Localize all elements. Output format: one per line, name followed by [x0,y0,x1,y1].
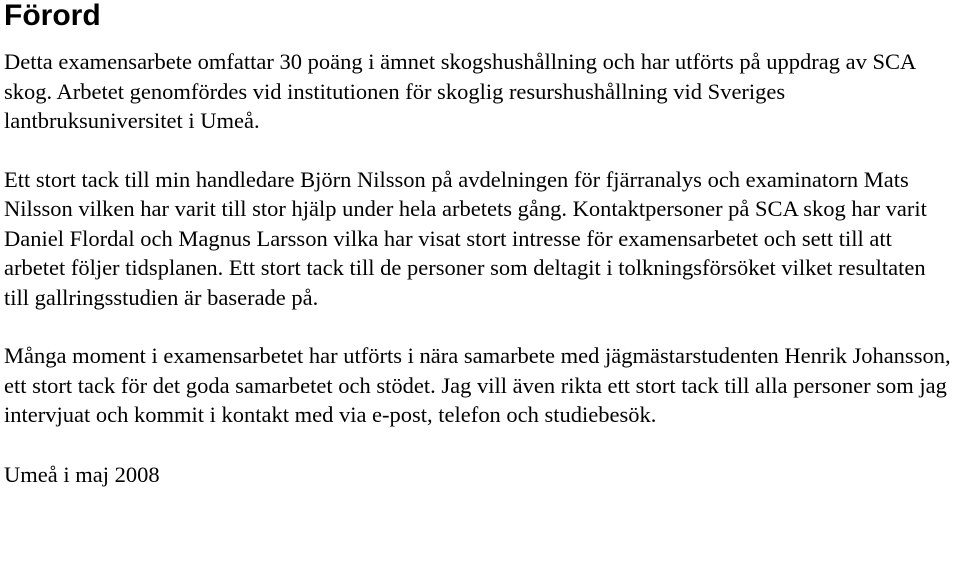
paragraph-acknowledgements: Ett stort tack till min handledare Björn Nilsson på avdelningen för fjärranalys och examinatorn Mats Nilsson vilken har varit till stor hjälp under hela arbetets gång. Kontaktpersoner på SCA skog har varit Daniel Flordal och Magnus Larsson vilka har visat stort intresse för examensarbetet och sett till att arbetet följer tidsplanen. Ett stort tack till de personer som deltagit i tolkningsförsöket vilket resultaten till gallringsstudien är baserade på. [4,166,927,310]
page-title: Förord [4,0,101,32]
paragraph-collaboration: Många moment i examensarbetet har utförts i nära samarbete med jägmästarstudenten Henrik Johansson, ett stort tack för det goda samarbetet och stödet. Jag vill även rikta ett stort tack till alla personer som jag intervjuat och kommit i kontakt med via e-post, telefon och studiebesök. [4,343,951,427]
signature-line: Umeå i maj 2008 [4,461,160,487]
document-page [4,0,956,489]
paragraph-intro: Detta examensarbete omfattar 30 poäng i ämnet skogshushållning och har utförts på uppdrag av SCA skog. Arbetet genomfördes vid institutionen för skoglig resurshushållning vid Sveriges lantbruksuniversitet i Umeå. [4,49,916,133]
